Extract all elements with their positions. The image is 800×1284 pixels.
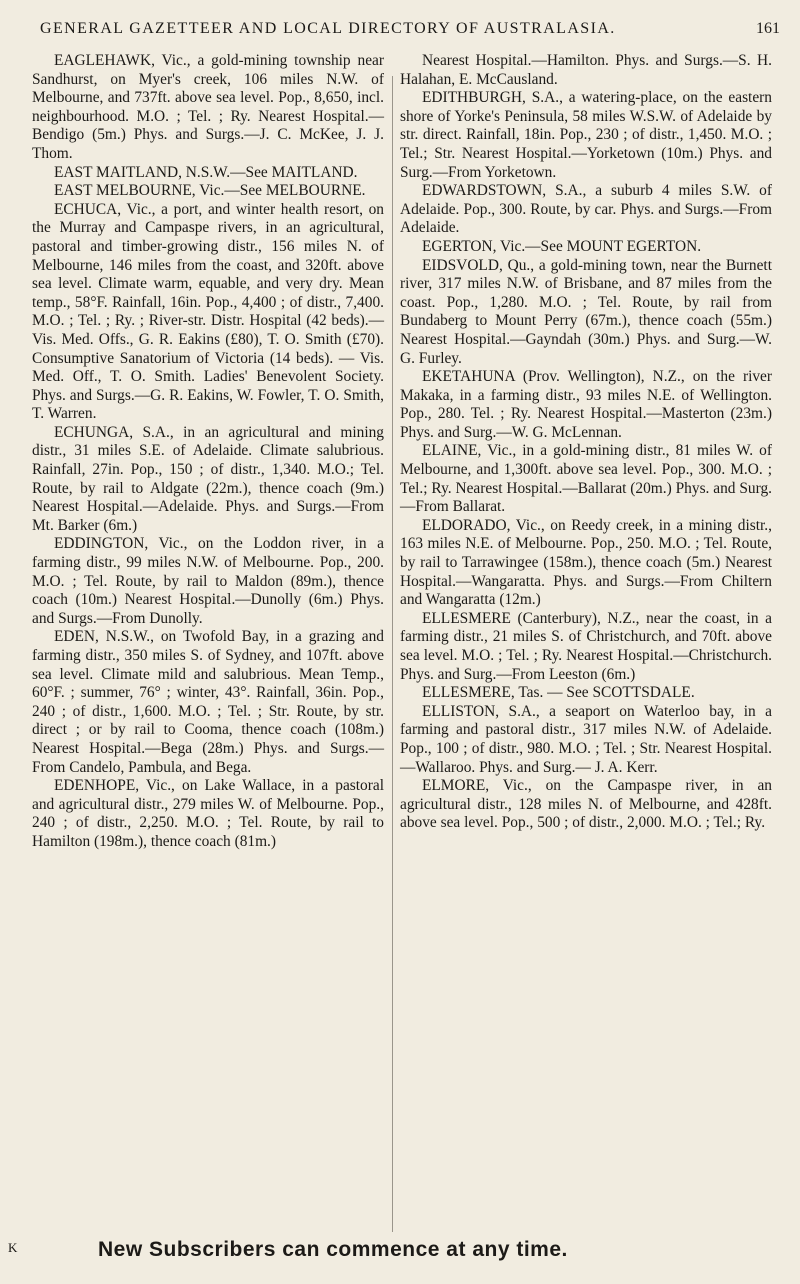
entry-elmore: ELMORE, Vic., on the Campaspe river, in an agricultural distr., 128 miles N. of Melbourne, and 428ft. above sea level. Pop., 500 ; of distr., 2,000. M.O. ; Tel.; Ry. bbox=[400, 777, 772, 832]
header-title: GENERAL GAZETTEER AND LOCAL DIRECTORY OF AUSTRALASIA. bbox=[40, 20, 616, 37]
signature-mark: K bbox=[8, 1240, 18, 1255]
page-number: 161 bbox=[756, 20, 780, 37]
entry-edwardstown: EDWARDSTOWN, S.A., a suburb 4 miles S.W. of Adelaide. Pop., 300. Route, by car. Phys. and Surgs.—From Adelaide. bbox=[400, 182, 772, 237]
entry-echunga: ECHUNGA, S.A., in an agricultural and mining distr., 31 miles S.E. of Adelaide. Climate salubrious. Rainfall, 27in. Pop., 150 ; of distr., 1,340. M.O.; Tel. Route, by rail to Aldgate (22m.), thence coach (9m.) Nearest Hospital.—Adelaide. Phys. and Surgs.—From Mt. Barker (6m.) bbox=[32, 423, 384, 534]
entry-egerton: EGERTON, Vic.—See MOUNT EGERTON. bbox=[422, 237, 702, 255]
footer-slogan: New Subscribers can commence at any time. bbox=[98, 1238, 568, 1261]
entry-edithburgh: EDITHBURGH, S.A., a watering-place, on the eastern shore of Yorke's Peninsula, 58 miles W.S.W. of Adelaide by str. direct. Rainfall, 18in. Pop., 230 ; of distr., 1,450. M.O. ; Tel.; Str. Nearest Hospital.—Yorketown (10m.) Phys. and Surg.—From Yorketown. bbox=[400, 89, 772, 181]
entry-east-maitland: EAST MAITLAND, N.S.W.—See MAITLAND. bbox=[54, 163, 358, 181]
entry-eden: EDEN, N.S.W., on Twofold Bay, in a grazing and farming distr., 350 miles S. of Sydney, and 107ft. above sea level. Climate mild and salubrious. Mean Temp., 60°F. ; summer, 76° ; winter, 43°. Rainfall, 36in. Pop., 240 ; of distr., 1,600. M.O. ; Tel. ; Str. Route, by str. direct ; or by rail to Cooma, thence coach (108m.) Nearest Hospital.—Bega (28m.) Phys. and Surgs.—From Candelo, Pambula, and Bega. bbox=[32, 628, 384, 776]
entry-eidsvold: EIDSVOLD, Qu., a gold-mining town, near the Burnett river, 317 miles N.W. of Brisbane, and 87 miles from the coast. Pop., 1,280. M.O. ; Tel. Route, by rail from Bundaberg to Mount Perry (67m.), thence coach (55m.) Nearest Hospital.—Gayndah (30m.) Phys. and Surg.—W. G. Furley. bbox=[400, 256, 772, 367]
entry-elliston: ELLISTON, S.A., a seaport on Waterloo bay, in a farming and pastoral distr., 317 miles N.W. of Adelaide. Pop., 100 ; of distr., 980. M.O. ; Tel. ; Str. Nearest Hospital.—Wallaroo. Phys. and Surg.— J. A. Kerr. bbox=[400, 702, 772, 776]
right-column bbox=[400, 52, 772, 833]
entry-eldorado: ELDORADO, Vic., on Reedy creek, in a mining distr., 163 miles N.E. of Melbourne. Pop., 250. M.O. ; Tel. Route, by rail to Tarrawingee (158m.), thence coach (5m.) Nearest Hospital.—Wangaratta. Phys. and Surgs.—From Chiltern and Wangaratta (12m.) bbox=[400, 516, 772, 609]
entry-ellesmere-canterbury: ELLESMERE (Canterbury), N.Z., near the coast, in a farming distr., 21 miles S. of Christchurch, and 70ft. above sea level. M.O. ; Tel. ; Ry. Nearest Hospital.—Christchurch. Phys. and Surg.—From Leeston (6m.) bbox=[400, 609, 772, 683]
entry-edenhope: EDENHOPE, Vic., on Lake Wallace, in a pastoral and agricultural distr., 279 miles W. of Melbourne. Pop., 240 ; of distr., 2,250. M.O. ; Tel. Route, by rail to Hamilton (198m.), thence coach (81m.) bbox=[32, 777, 384, 850]
page-footer bbox=[8, 1238, 788, 1268]
entry-elaine: ELAINE, Vic., in a gold-mining distr., 81 miles W. of Melbourne, and 1,300ft. above sea level. Pop., 300. M.O. ; Tel.; Ry. Nearest Hospital.—Ballarat (20m.) Phys. and Surg.—From Ballarat. bbox=[400, 442, 772, 516]
entry-eketahuna: EKETAHUNA (Prov. Wellington), N.Z., on the river Makaka, in a farming distr., 93 miles N.E. of Wellington. Pop., 280. Tel. ; Ry. Nearest Hospital.—Masterton (23m.) Phys. and Surg.—W. G. McLennan. bbox=[400, 368, 772, 441]
entry-echuca: ECHUCA, Vic., a port, and winter health resort, on the Murray and Campaspe rivers, in an agricultural, pastoral and timber-growing distr., 156 miles N. of Melbourne, 146 miles from the coast, and 320ft. above sea level. Climate warm, equable, and very dry. Mean temp., 58°F. Rainfall, 16in. Pop., 4,400 ; of distr., 7,400. M.O. ; Tel. ; Ry. ; River-str. Distr. Hospital (42 beds).— Vis. Med. Offs., G. R. Eakins (£80), T. O. Smith (£70). Consumptive Sanatorium of Victoria (14 beds). — Vis. Med. Off., T. O. Smith. Ladies' Benevolent Society. Phys. and Surgs.—G. R. Eakins, W. Fowler, T. O. Smith, T. Warren. bbox=[32, 200, 384, 423]
entry-east-melbourne: EAST MELBOURNE, Vic.—See MELBOURNE. bbox=[54, 182, 366, 200]
left-column bbox=[32, 52, 384, 852]
running-header bbox=[40, 20, 780, 38]
column-divider bbox=[392, 76, 393, 1232]
entry-ellesmere-tas: ELLESMERE, Tas. — See SCOTTSDALE. bbox=[422, 684, 695, 702]
entry-edenhope-continued: Nearest Hospital.—Hamilton. Phys. and Surgs.—S. H. Halahan, E. McCausland. bbox=[400, 52, 772, 88]
entry-eddington: EDDINGTON, Vic., on the Loddon river, in a farming distr., 99 miles N.W. of Melbourne. Pop., 200. M.O. ; Tel. Route, by rail to Maldon (89m.), thence coach (10m.) Nearest Hospital.—Dunolly (6m.) Phys. and Surgs.—From Dunolly. bbox=[32, 535, 384, 627]
entry-eaglehawk: EAGLEHAWK, Vic., a gold-mining township near Sandhurst, on Myer's creek, 106 miles N.W. of Melbourne, and 737ft. above sea level. Pop., 8,650, incl. neighbourhood. M.O. ; Tel. ; Ry. Nearest Hospital.—Bendigo (5m.) Phys. and Surgs.—J. C. McKee, J. J. Thom. bbox=[32, 52, 384, 162]
